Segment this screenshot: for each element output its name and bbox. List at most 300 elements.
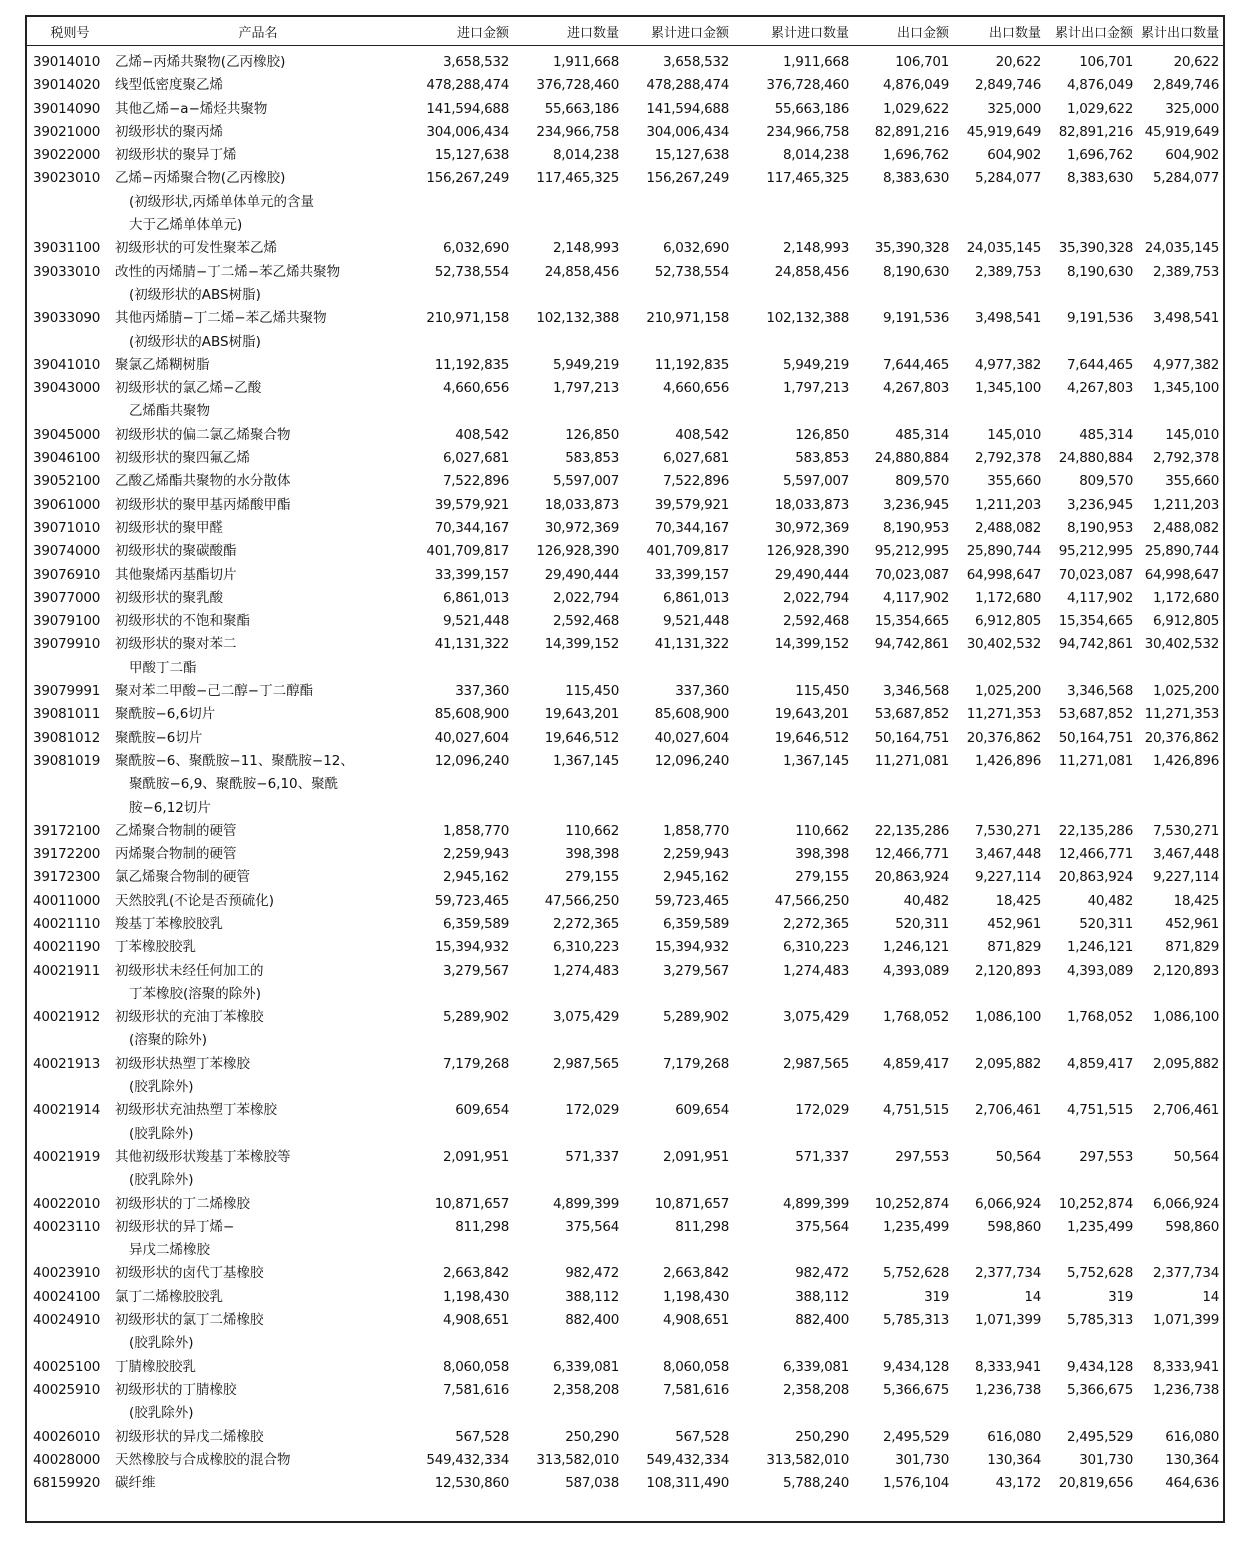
product-name-line: 其他聚烯丙基酯切片 <box>115 566 237 583</box>
cumulative-import-amount-cell: 59,723,465 <box>654 892 729 909</box>
cumulative-import-quantity-cell: 24,858,456 <box>774 263 849 280</box>
tariff-code-cell: 40028000 <box>33 1451 101 1468</box>
cumulative-export-amount-cell: 5,752,628 <box>1066 1265 1133 1282</box>
import-amount-cell: 40,027,604 <box>434 729 509 746</box>
cumulative-import-quantity-cell: 117,465,325 <box>766 170 849 187</box>
export-quantity-cell: 2,706,461 <box>974 1102 1041 1119</box>
export-quantity-cell: 1,236,738 <box>974 1381 1041 1398</box>
export-amount-cell: 297,553 <box>895 1148 949 1165</box>
export-quantity-cell: 45,919,649 <box>966 123 1041 140</box>
cumulative-import-amount-cell: 40,027,604 <box>654 729 729 746</box>
product-name-cell <box>113 564 403 587</box>
export-quantity-cell: 1,025,200 <box>974 683 1041 700</box>
tariff-code-cell: 39046100 <box>33 450 101 467</box>
product-name-line: 初级形状的聚碳酸酯 <box>115 543 237 560</box>
cumulative-export-quantity-cell: 2,095,882 <box>1152 1055 1219 1072</box>
cumulative-export-quantity-cell: 1,086,100 <box>1152 1009 1219 1026</box>
product-name-line: 天然橡胶与合成橡胶的混合物 <box>115 1451 291 1468</box>
cumulative-export-amount-cell: 1,246,121 <box>1066 939 1133 956</box>
table-row <box>27 1053 1223 1100</box>
cumulative-export-quantity-cell: 8,333,941 <box>1152 1358 1219 1375</box>
cumulative-import-quantity-cell: 8,014,238 <box>782 147 849 164</box>
export-quantity-cell: 452,961 <box>987 915 1041 932</box>
export-amount-cell: 35,390,328 <box>874 240 949 257</box>
cumulative-export-quantity-cell: 30,402,532 <box>1144 636 1219 653</box>
import-amount-cell: 15,394,932 <box>434 939 509 956</box>
table-row <box>27 377 1223 424</box>
export-amount-cell: 20,863,924 <box>874 869 949 886</box>
table-row <box>27 1216 1223 1263</box>
table-row <box>27 960 1223 1007</box>
table-row <box>27 866 1223 889</box>
product-name-line: 其他乙烯−a−烯烃共聚物 <box>115 100 268 117</box>
table-row <box>27 727 1223 750</box>
cumulative-export-amount-cell: 297,553 <box>1079 1148 1133 1165</box>
tariff-code-cell: 39041010 <box>33 356 101 373</box>
cumulative-import-quantity-cell: 18,033,873 <box>774 496 849 513</box>
product-name-line: 初级形状未经任何加工的 <box>115 962 264 979</box>
import-amount-cell: 12,530,860 <box>434 1475 509 1492</box>
table-row <box>27 144 1223 167</box>
import-amount-cell: 141,594,688 <box>426 100 509 117</box>
cumulative-export-quantity-cell: 18,425 <box>1173 892 1219 909</box>
cumulative-export-amount-cell: 3,346,568 <box>1066 683 1133 700</box>
product-name-line: 初级形状的聚对苯二 <box>115 636 237 653</box>
tariff-code-cell: 39021000 <box>33 123 101 140</box>
cumulative-export-quantity-cell: 45,919,649 <box>1144 123 1219 140</box>
product-name-line: 乙烯−丙烯共聚物(乙丙橡胶) <box>115 54 286 70</box>
import-amount-cell: 11,192,835 <box>434 356 509 373</box>
import-quantity-cell: 24,858,456 <box>544 263 619 280</box>
product-name-cell <box>113 936 403 959</box>
product-name-cell <box>113 1216 403 1263</box>
product-name-cell <box>113 424 403 447</box>
export-amount-cell: 82,891,216 <box>874 123 949 140</box>
table-row <box>27 1286 1223 1309</box>
cumulative-import-amount-cell: 210,971,158 <box>646 310 729 327</box>
product-name-cell <box>113 913 403 936</box>
export-amount-cell: 8,383,630 <box>882 170 949 187</box>
tariff-code-cell: 39079910 <box>33 636 101 653</box>
cumulative-import-amount-cell: 15,127,638 <box>654 147 729 164</box>
cumulative-import-amount-cell: 304,006,434 <box>646 123 729 140</box>
tariff-code-cell: 40025910 <box>33 1381 101 1398</box>
cumulative-export-amount-cell: 3,236,945 <box>1066 496 1133 513</box>
cumulative-export-amount-cell: 809,570 <box>1079 473 1133 490</box>
tariff-code-cell: 40024910 <box>33 1312 101 1329</box>
export-quantity-cell: 1,086,100 <box>974 1009 1041 1026</box>
tariff-code-cell: 40021110 <box>33 915 101 932</box>
cumulative-import-quantity-cell: 2,148,993 <box>782 240 849 257</box>
tariff-code-cell: 40022010 <box>33 1195 101 1212</box>
product-name-cell <box>113 447 403 470</box>
product-name-line: 线型低密度聚乙烯 <box>115 77 223 94</box>
export-quantity-cell: 2,849,746 <box>974 77 1041 94</box>
cumulative-import-amount-cell: 108,311,490 <box>646 1475 729 1492</box>
cumulative-import-quantity-cell: 1,274,483 <box>782 962 849 979</box>
product-name-line: 初级形状的不饱和聚酯 <box>115 613 250 630</box>
cumulative-import-quantity-cell: 2,022,794 <box>782 589 849 606</box>
import-amount-cell: 4,660,656 <box>442 380 509 397</box>
product-name-line: 其他初级形状羧基丁苯橡胶等 <box>115 1148 291 1165</box>
cumulative-export-quantity-cell: 355,660 <box>1165 473 1219 490</box>
product-name-cell <box>113 866 403 889</box>
cumulative-import-amount-cell: 1,858,770 <box>662 822 729 839</box>
product-name-line: 初级形状的氯乙烯−乙酸 <box>115 380 262 397</box>
export-amount-cell: 1,246,121 <box>882 939 949 956</box>
export-amount-cell: 4,859,417 <box>882 1055 949 1072</box>
export-amount-cell: 22,135,286 <box>874 822 949 839</box>
product-name-line: 初级形状的聚乳酸 <box>115 589 223 606</box>
cumulative-import-quantity-cell: 2,358,208 <box>782 1381 849 1398</box>
tariff-code-cell: 39076910 <box>33 566 101 583</box>
table-row <box>27 494 1223 517</box>
export-quantity-cell: 604,902 <box>987 147 1041 164</box>
cumulative-export-quantity-cell: 5,284,077 <box>1152 170 1219 187</box>
export-quantity-cell: 30,402,532 <box>966 636 1041 653</box>
export-amount-cell: 8,190,630 <box>882 263 949 280</box>
cumulative-export-quantity-cell: 452,961 <box>1165 915 1219 932</box>
import-amount-cell: 9,521,448 <box>442 613 509 630</box>
cumulative-export-amount-cell: 8,190,953 <box>1066 519 1133 536</box>
export-quantity-cell: 64,998,647 <box>966 566 1041 583</box>
cumulative-import-quantity-cell: 388,112 <box>795 1288 849 1305</box>
import-amount-cell: 7,179,268 <box>442 1055 509 1072</box>
cumulative-export-amount-cell: 24,880,884 <box>1058 450 1133 467</box>
product-name-cell <box>113 167 403 237</box>
export-amount-cell: 24,880,884 <box>874 450 949 467</box>
import-quantity-cell: 14,399,152 <box>544 636 619 653</box>
product-name-line: (溶聚的除外) <box>129 1032 208 1049</box>
cumulative-export-amount-cell: 520,311 <box>1079 915 1133 932</box>
product-name-line: 初级形状的聚四氟乙烯 <box>115 450 250 467</box>
cumulative-import-amount-cell: 408,542 <box>675 426 729 443</box>
export-quantity-cell: 130,364 <box>987 1451 1041 1468</box>
import-quantity-cell: 6,310,223 <box>552 939 619 956</box>
tariff-code-cell: 39014090 <box>33 100 101 117</box>
product-name-line: 初级形状的聚异丁烯 <box>115 147 237 164</box>
cumulative-import-quantity-cell: 19,646,512 <box>774 729 849 746</box>
cumulative-export-quantity-cell: 3,467,448 <box>1152 846 1219 863</box>
import-amount-cell: 811,298 <box>455 1218 509 1235</box>
tariff-code-cell: 39079100 <box>33 613 101 630</box>
table-header <box>27 17 1223 46</box>
table-row <box>27 447 1223 470</box>
cumulative-import-amount-cell: 1,198,430 <box>662 1288 729 1305</box>
cumulative-import-amount-cell: 39,579,921 <box>654 496 729 513</box>
cumulative-import-quantity-cell: 19,643,201 <box>774 706 849 723</box>
cumulative-import-amount-cell: 337,360 <box>675 683 729 700</box>
tariff-code-cell: 39081012 <box>33 729 101 746</box>
table-row <box>27 680 1223 703</box>
import-quantity-cell: 47,566,250 <box>544 892 619 909</box>
cumulative-export-amount-cell: 5,366,675 <box>1066 1381 1133 1398</box>
import-quantity-cell: 2,592,468 <box>552 613 619 630</box>
cumulative-import-quantity-cell: 126,850 <box>795 426 849 443</box>
cumulative-import-quantity-cell: 982,472 <box>795 1265 849 1282</box>
import-quantity-cell: 583,853 <box>565 450 619 467</box>
cumulative-export-quantity-cell: 1,345,100 <box>1152 380 1219 397</box>
cumulative-import-quantity-cell: 126,928,390 <box>766 543 849 560</box>
product-name-line: 丁苯橡胶胶乳 <box>115 939 196 956</box>
product-name-line: 胺−6,12切片 <box>129 799 211 816</box>
tariff-code-cell: 39081011 <box>33 706 101 723</box>
tariff-code-cell: 39043000 <box>33 380 101 397</box>
product-name-cell <box>113 307 403 354</box>
import-quantity-cell: 2,987,565 <box>552 1055 619 1072</box>
cumulative-import-quantity-cell: 115,450 <box>795 683 849 700</box>
export-amount-cell: 95,212,995 <box>874 543 949 560</box>
product-name-cell <box>113 517 403 540</box>
table-row <box>27 517 1223 540</box>
tariff-code-cell: 39172300 <box>33 869 101 886</box>
tariff-code-cell: 39172100 <box>33 822 101 839</box>
export-amount-cell: 3,236,945 <box>882 496 949 513</box>
import-amount-cell: 59,723,465 <box>434 892 509 909</box>
product-name-line: 大于乙烯单体单元) <box>129 217 243 234</box>
export-quantity-cell: 8,333,941 <box>974 1358 1041 1375</box>
cumulative-import-quantity-cell: 47,566,250 <box>774 892 849 909</box>
cumulative-export-quantity-cell: 2,849,746 <box>1152 77 1219 94</box>
product-name-line: 乙烯酯共聚物 <box>129 403 210 420</box>
cumulative-import-quantity-cell: 5,788,240 <box>782 1475 849 1492</box>
cumulative-export-quantity-cell: 598,860 <box>1165 1218 1219 1235</box>
table-row <box>27 354 1223 377</box>
product-name-cell <box>113 1006 403 1053</box>
export-quantity-cell: 1,211,203 <box>974 496 1041 513</box>
cumulative-export-amount-cell: 485,314 <box>1079 426 1133 443</box>
product-name-cell <box>113 680 403 703</box>
export-amount-cell: 10,252,874 <box>874 1195 949 1212</box>
tariff-code-cell: 39172200 <box>33 846 101 863</box>
product-name-cell <box>113 1193 403 1216</box>
cumulative-import-amount-cell: 3,658,532 <box>662 54 729 70</box>
import-amount-cell: 6,861,013 <box>442 589 509 606</box>
product-name-cell <box>113 727 403 750</box>
table-row <box>27 1193 1223 1216</box>
product-name-line: 聚对苯二甲酸−己二醇−丁二醇酯 <box>115 683 314 700</box>
product-name-cell <box>113 494 403 517</box>
cumulative-import-amount-cell: 8,060,058 <box>662 1358 729 1375</box>
cumulative-export-amount-cell: 4,876,049 <box>1066 77 1133 94</box>
product-name-cell <box>113 960 403 1007</box>
cumulative-export-quantity-cell: 871,829 <box>1165 939 1219 956</box>
import-quantity-cell: 250,290 <box>565 1428 619 1445</box>
export-amount-cell: 4,267,803 <box>882 380 949 397</box>
cumulative-import-quantity-cell: 375,564 <box>795 1218 849 1235</box>
import-quantity-cell: 388,112 <box>565 1288 619 1305</box>
product-name-cell <box>113 587 403 610</box>
export-quantity-cell: 355,660 <box>987 473 1041 490</box>
cumulative-export-amount-cell: 1,696,762 <box>1066 147 1133 164</box>
table-row <box>27 261 1223 308</box>
table-row <box>27 1426 1223 1449</box>
import-amount-cell: 304,006,434 <box>426 123 509 140</box>
tariff-code-cell: 39023010 <box>33 170 101 187</box>
export-quantity-cell: 24,035,145 <box>966 240 1041 257</box>
export-quantity-cell: 145,010 <box>987 426 1041 443</box>
import-quantity-cell: 279,155 <box>565 869 619 886</box>
import-amount-cell: 6,027,681 <box>442 450 509 467</box>
product-name-cell <box>113 1053 403 1100</box>
cumulative-export-amount-cell: 50,164,751 <box>1058 729 1133 746</box>
cumulative-import-amount-cell: 12,096,240 <box>654 752 729 769</box>
table-row <box>27 703 1223 726</box>
cumulative-export-amount-cell: 301,730 <box>1079 1451 1133 1468</box>
product-name-line: 乙烯聚合物制的硬管 <box>115 822 237 839</box>
cumulative-export-quantity-cell: 325,000 <box>1165 100 1219 117</box>
import-amount-cell: 5,289,902 <box>442 1009 509 1026</box>
export-amount-cell: 70,023,087 <box>874 566 949 583</box>
export-amount-cell: 3,346,568 <box>882 683 949 700</box>
export-amount-cell: 4,117,902 <box>882 589 949 606</box>
export-quantity-cell: 2,095,882 <box>974 1055 1041 1072</box>
import-amount-cell: 609,654 <box>455 1102 509 1119</box>
cumulative-export-quantity-cell: 1,172,680 <box>1152 589 1219 606</box>
table-row <box>27 1356 1223 1379</box>
cumulative-export-amount-cell: 11,271,081 <box>1058 752 1133 769</box>
table-body <box>27 46 1223 1496</box>
export-amount-cell: 94,742,861 <box>874 636 949 653</box>
export-quantity-cell: 43,172 <box>995 1475 1041 1492</box>
product-name-cell <box>113 354 403 377</box>
table-row <box>27 1309 1223 1356</box>
export-amount-cell: 15,354,665 <box>874 613 949 630</box>
cumulative-export-amount-cell: 9,434,128 <box>1066 1358 1133 1375</box>
product-name-cell <box>113 610 403 633</box>
import-quantity-cell: 55,663,186 <box>544 100 619 117</box>
export-amount-cell: 8,190,953 <box>882 519 949 536</box>
table-row <box>27 890 1223 913</box>
table-row <box>27 540 1223 563</box>
cumulative-import-quantity-cell: 110,662 <box>795 822 849 839</box>
import-quantity-cell: 2,272,365 <box>552 915 619 932</box>
export-amount-cell: 1,029,622 <box>882 100 949 117</box>
product-name-line: 乙酸乙烯酯共聚物的水分散体 <box>115 473 291 490</box>
tariff-code-cell: 40021912 <box>33 1009 101 1026</box>
import-amount-cell: 156,267,249 <box>426 170 509 187</box>
product-name-line: 初级形状的卤代丁基橡胶 <box>115 1265 264 1282</box>
product-name-cell <box>113 1286 403 1309</box>
cumulative-import-quantity-cell: 6,310,223 <box>782 939 849 956</box>
import-quantity-cell: 882,400 <box>565 1312 619 1329</box>
cumulative-export-quantity-cell: 604,902 <box>1165 147 1219 164</box>
cumulative-import-amount-cell: 567,528 <box>675 1428 729 1445</box>
export-quantity-cell: 20,622 <box>995 54 1041 70</box>
import-quantity-cell: 126,928,390 <box>536 543 619 560</box>
cumulative-import-quantity-cell: 279,155 <box>795 869 849 886</box>
cumulative-export-quantity-cell: 2,120,893 <box>1152 962 1219 979</box>
header-cumulative-export-quantity: 累计出口数量 <box>1137 17 1223 46</box>
tariff-code-cell: 68159920 <box>33 1475 101 1492</box>
tariff-code-cell: 40011000 <box>33 892 101 909</box>
cumulative-export-amount-cell: 106,701 <box>1079 54 1133 70</box>
tariff-code-cell: 39079991 <box>33 683 101 700</box>
product-name-cell <box>113 820 403 843</box>
export-amount-cell: 301,730 <box>895 1451 949 1468</box>
import-amount-cell: 1,858,770 <box>442 822 509 839</box>
cumulative-export-amount-cell: 4,117,902 <box>1066 589 1133 606</box>
import-quantity-cell: 19,646,512 <box>544 729 619 746</box>
table-row <box>27 913 1223 936</box>
import-amount-cell: 41,131,322 <box>434 636 509 653</box>
product-name-cell <box>113 1356 403 1379</box>
export-amount-cell: 319 <box>924 1288 949 1305</box>
export-amount-cell: 4,393,089 <box>882 962 949 979</box>
tariff-code-cell: 39014020 <box>33 77 101 94</box>
import-amount-cell: 15,127,638 <box>434 147 509 164</box>
product-name-line: 丙烯聚合物制的硬管 <box>115 846 237 863</box>
export-amount-cell: 106,701 <box>895 54 949 70</box>
cumulative-export-amount-cell: 12,466,771 <box>1058 846 1133 863</box>
import-amount-cell: 1,198,430 <box>442 1288 509 1305</box>
cumulative-export-quantity-cell: 130,364 <box>1165 1451 1219 1468</box>
export-amount-cell: 2,495,529 <box>882 1428 949 1445</box>
cumulative-export-quantity-cell: 2,706,461 <box>1152 1102 1219 1119</box>
import-quantity-cell: 4,899,399 <box>552 1195 619 1212</box>
cumulative-import-quantity-cell: 2,987,565 <box>782 1055 849 1072</box>
export-amount-cell: 12,466,771 <box>874 846 949 863</box>
table-row <box>27 633 1223 680</box>
header-cumulative-import-quantity: 累计进口数量 <box>733 17 853 46</box>
cumulative-export-amount-cell: 9,191,536 <box>1066 310 1133 327</box>
import-quantity-cell: 3,075,429 <box>552 1009 619 1026</box>
cumulative-export-amount-cell: 8,190,630 <box>1066 263 1133 280</box>
product-name-line: 初级形状热塑丁苯橡胶 <box>115 1055 250 1072</box>
header-import-amount: 进口金额 <box>403 17 513 46</box>
import-amount-cell: 2,663,842 <box>442 1265 509 1282</box>
cumulative-import-amount-cell: 4,660,656 <box>662 380 729 397</box>
product-name-cell <box>113 98 403 121</box>
product-name-cell <box>113 1426 403 1449</box>
cumulative-export-quantity-cell: 2,488,082 <box>1152 519 1219 536</box>
export-amount-cell: 9,191,536 <box>882 310 949 327</box>
cumulative-import-quantity-cell: 583,853 <box>795 450 849 467</box>
tariff-code-cell: 39033010 <box>33 263 101 280</box>
export-amount-cell: 1,768,052 <box>882 1009 949 1026</box>
product-name-line: 碳纤维 <box>115 1475 156 1492</box>
product-name-line: 羧基丁苯橡胶胶乳 <box>115 915 223 932</box>
table-row <box>27 1379 1223 1426</box>
export-quantity-cell: 9,227,114 <box>974 869 1041 886</box>
cumulative-import-amount-cell: 4,908,651 <box>662 1312 729 1329</box>
export-amount-cell: 1,696,762 <box>882 147 949 164</box>
import-amount-cell: 10,871,657 <box>434 1195 509 1212</box>
product-name-line: 初级形状充油热塑丁苯橡胶 <box>115 1102 277 1119</box>
cumulative-export-quantity-cell: 3,498,541 <box>1152 310 1219 327</box>
tariff-code-cell: 40021919 <box>33 1148 101 1165</box>
export-amount-cell: 485,314 <box>895 426 949 443</box>
tariff-code-cell: 40021914 <box>33 1102 101 1119</box>
cumulative-export-quantity-cell: 25,890,744 <box>1144 543 1219 560</box>
cumulative-export-amount-cell: 4,393,089 <box>1066 962 1133 979</box>
export-amount-cell: 5,366,675 <box>882 1381 949 1398</box>
table-row <box>27 750 1223 820</box>
product-name-cell <box>113 633 403 680</box>
cumulative-export-quantity-cell: 14 <box>1202 1288 1219 1305</box>
import-amount-cell: 85,608,900 <box>434 706 509 723</box>
import-quantity-cell: 2,148,993 <box>552 240 619 257</box>
table-row <box>27 843 1223 866</box>
table-row <box>27 307 1223 354</box>
import-amount-cell: 408,542 <box>455 426 509 443</box>
import-quantity-cell: 375,564 <box>565 1218 619 1235</box>
product-name-cell <box>113 121 403 144</box>
product-name-line: 初级形状的丁腈橡胶 <box>115 1381 237 1398</box>
cumulative-import-quantity-cell: 14,399,152 <box>774 636 849 653</box>
header-cumulative-export-amount: 累计出口金额 <box>1045 17 1137 46</box>
product-name-line: 丁苯橡胶(溶聚的除外) <box>129 985 262 1002</box>
